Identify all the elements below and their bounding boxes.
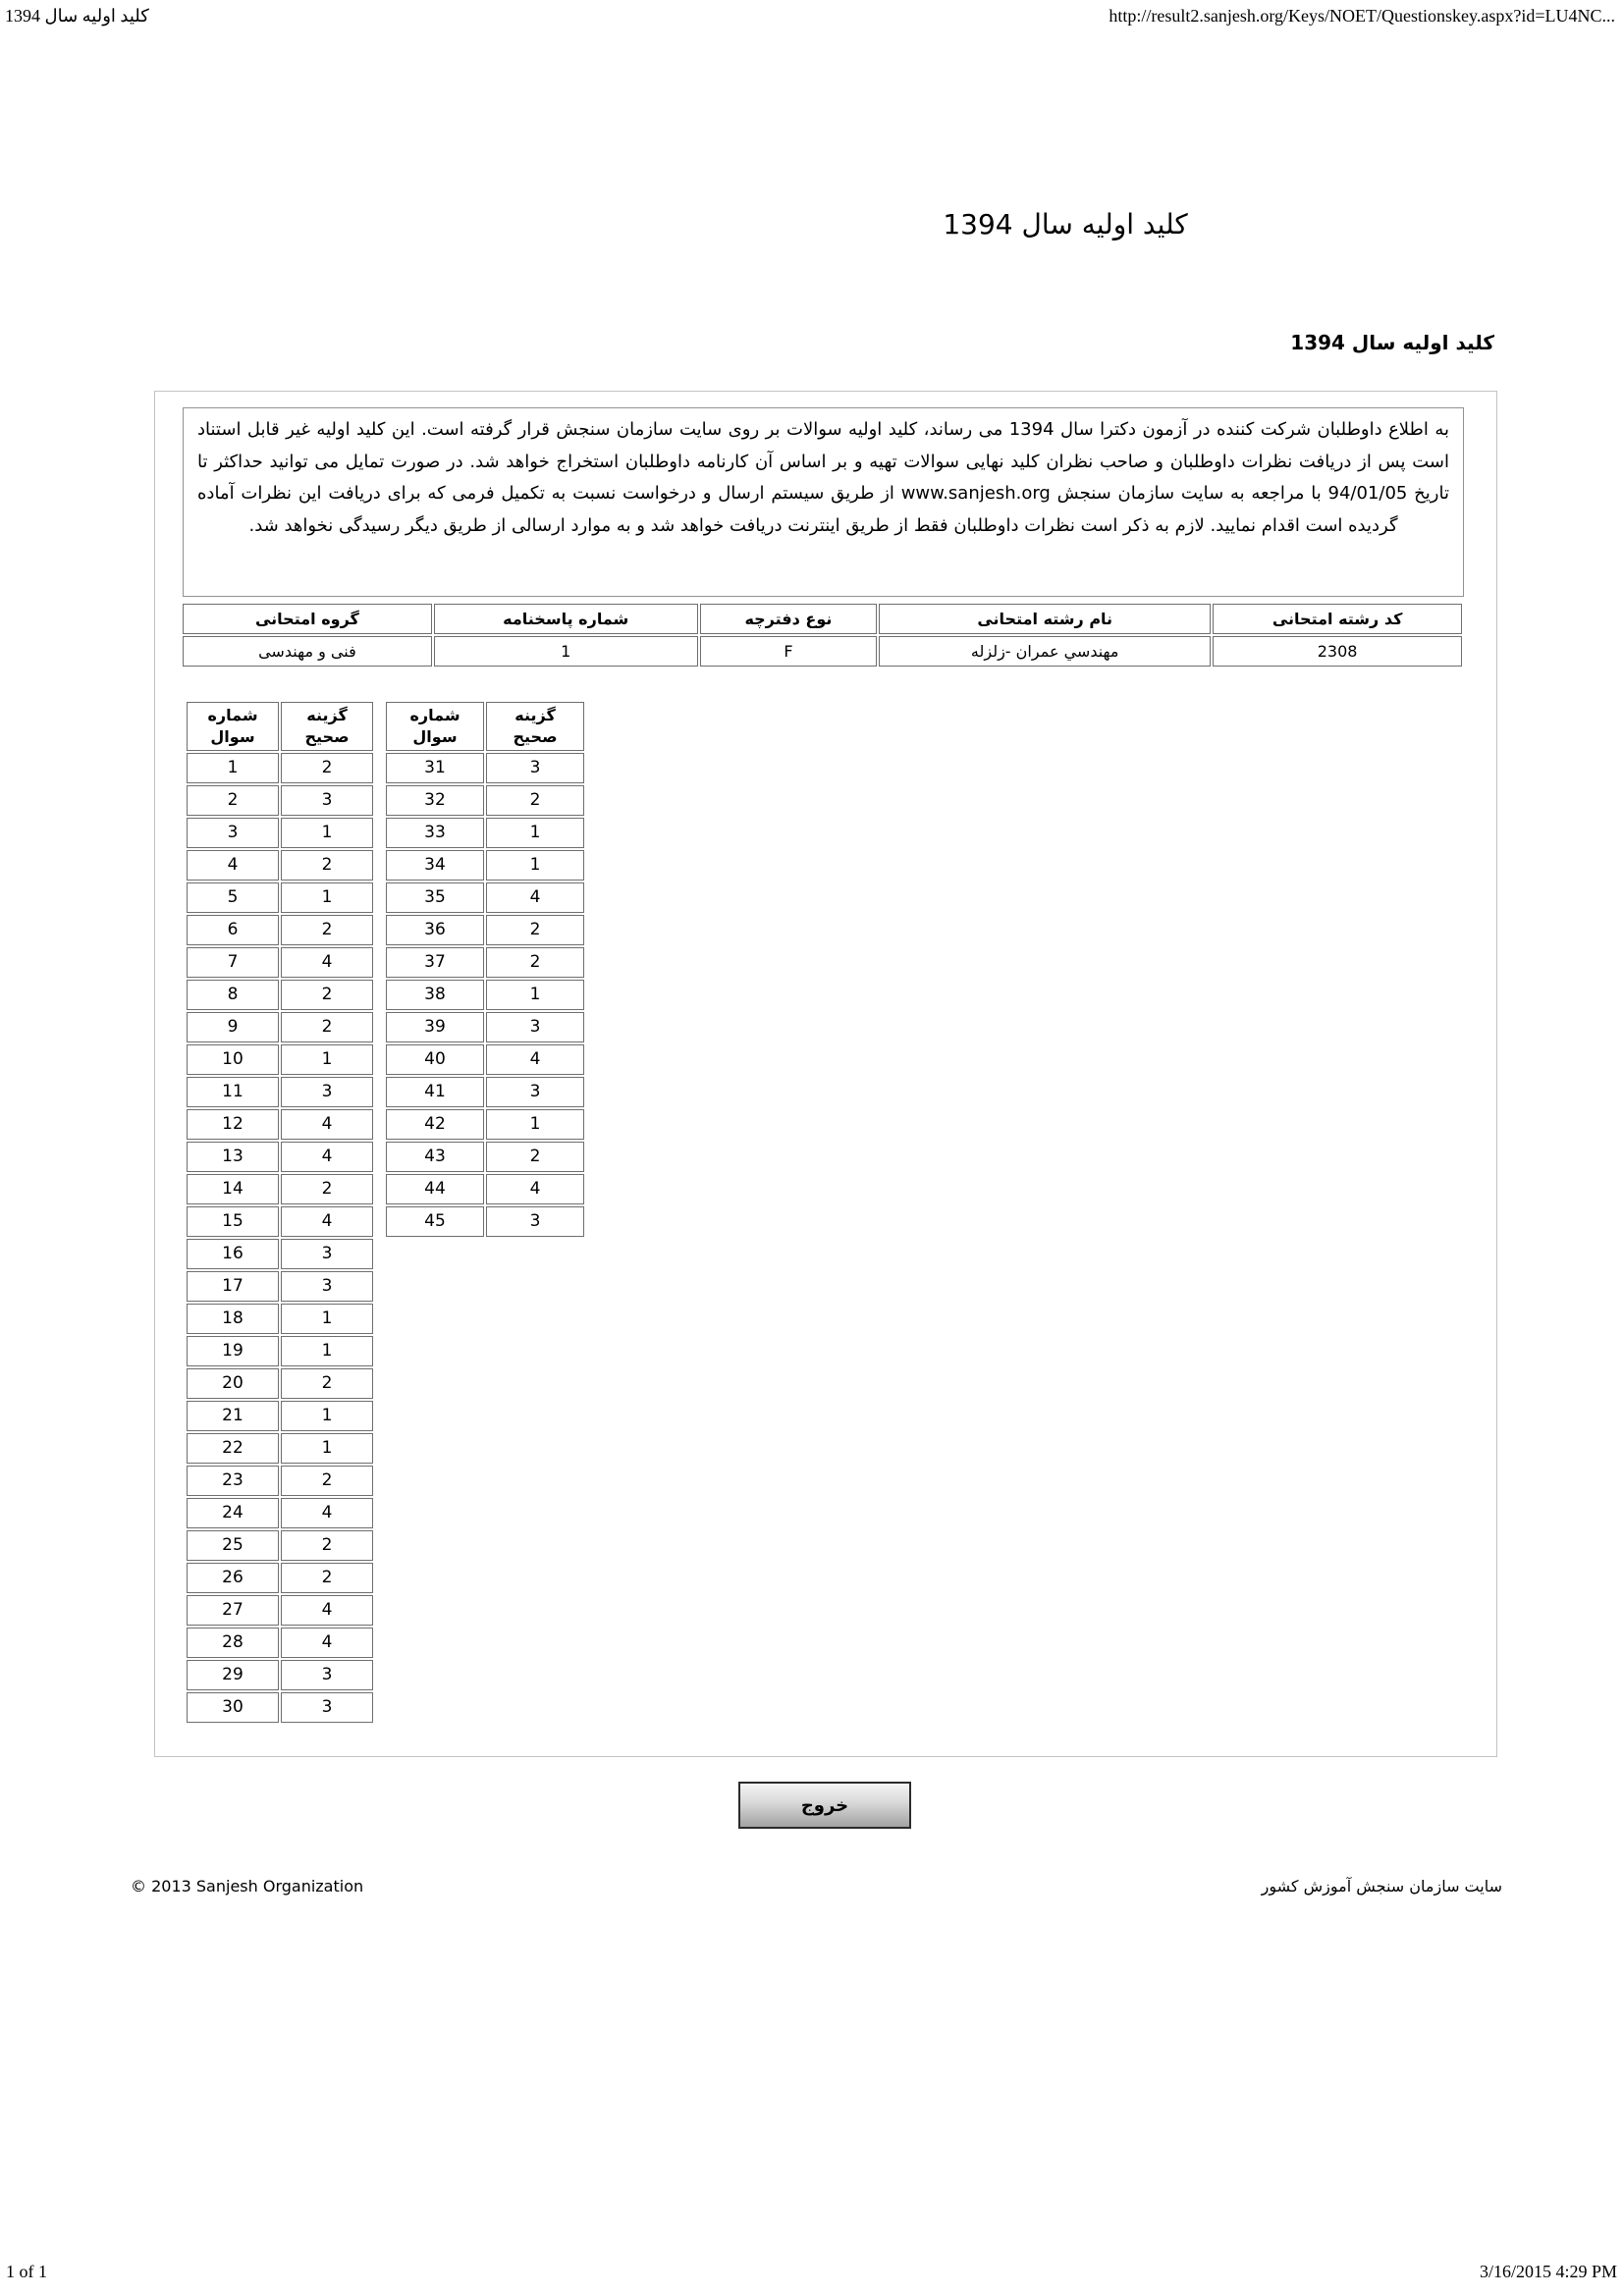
exam-info-header-row bbox=[183, 604, 1462, 634]
column-header: کد رشته امتحانی bbox=[1213, 604, 1462, 634]
table-cell: 2 bbox=[281, 1012, 373, 1042]
column-header: شماره سوال bbox=[386, 702, 484, 751]
table-cell: 4 bbox=[486, 1044, 584, 1075]
table-row bbox=[386, 1206, 584, 1237]
table-cell: 3 bbox=[486, 1077, 584, 1107]
site-name-text: سایت سازمان سنجش آموزش کشور bbox=[1261, 1877, 1502, 1896]
table-row bbox=[386, 980, 584, 1010]
print-timestamp: 3/16/2015 4:29 PM bbox=[1479, 2262, 1617, 2281]
table-cell: 17 bbox=[187, 1271, 279, 1302]
table-row bbox=[187, 1530, 373, 1561]
table-cell: 2308 bbox=[1213, 636, 1462, 667]
table-row bbox=[187, 882, 373, 913]
table-cell: فنی و مهندسی bbox=[183, 636, 432, 667]
table-cell: 15 bbox=[187, 1206, 279, 1237]
table-row bbox=[386, 753, 584, 783]
table-row bbox=[187, 1660, 373, 1690]
page-title: کلید اولیه سال 1394 bbox=[943, 208, 1188, 240]
table-row bbox=[187, 1466, 373, 1496]
table-cell: 11 bbox=[187, 1077, 279, 1107]
table-cell: 18 bbox=[187, 1304, 279, 1334]
table-row bbox=[187, 1206, 373, 1237]
table-row bbox=[187, 1239, 373, 1269]
table-cell: 45 bbox=[386, 1206, 484, 1237]
table-cell: 1 bbox=[486, 980, 584, 1010]
table-cell: 4 bbox=[281, 1109, 373, 1140]
column-header: نوع دفترچه bbox=[700, 604, 878, 634]
table-cell: 41 bbox=[386, 1077, 484, 1107]
table-row bbox=[187, 1433, 373, 1464]
table-cell: 29 bbox=[187, 1660, 279, 1690]
table-cell: 25 bbox=[187, 1530, 279, 1561]
exit-button[interactable]: خروج bbox=[738, 1782, 911, 1829]
table-cell: 2 bbox=[281, 753, 373, 783]
exam-info-table bbox=[181, 602, 1464, 668]
table-cell: 19 bbox=[187, 1336, 279, 1366]
table-cell: 2 bbox=[281, 1368, 373, 1399]
answer-key-1-header bbox=[187, 702, 373, 751]
table-cell: مهندسي عمران -زلزله bbox=[879, 636, 1211, 667]
table-cell: 21 bbox=[187, 1401, 279, 1431]
table-cell: 3 bbox=[281, 785, 373, 816]
table-row bbox=[187, 1692, 373, 1723]
table-cell: 24 bbox=[187, 1498, 279, 1528]
table-cell: 7 bbox=[187, 947, 279, 978]
table-row bbox=[386, 915, 584, 945]
table-cell: 30 bbox=[187, 1692, 279, 1723]
table-cell: 39 bbox=[386, 1012, 484, 1042]
table-cell: 27 bbox=[187, 1595, 279, 1626]
table-cell: 2 bbox=[281, 1466, 373, 1496]
table-cell: 2 bbox=[281, 1174, 373, 1204]
table-cell: 5 bbox=[187, 882, 279, 913]
table-row bbox=[187, 1142, 373, 1172]
table-cell: 1 bbox=[281, 818, 373, 848]
table-cell: 3 bbox=[486, 1206, 584, 1237]
table-cell: 33 bbox=[386, 818, 484, 848]
table-row bbox=[386, 1142, 584, 1172]
table-row bbox=[386, 1109, 584, 1140]
table-cell: 4 bbox=[281, 947, 373, 978]
table-row bbox=[187, 1498, 373, 1528]
table-row bbox=[386, 1012, 584, 1042]
table-cell: 1 bbox=[486, 850, 584, 881]
answer-key-1-body bbox=[187, 753, 373, 1723]
table-cell: 14 bbox=[187, 1174, 279, 1204]
table-cell: 1 bbox=[187, 753, 279, 783]
print-header-title: کلید اولیه سال 1394 bbox=[5, 6, 149, 26]
table-cell: 1 bbox=[281, 882, 373, 913]
column-header: گزینه صحیح bbox=[281, 702, 373, 751]
table-row bbox=[187, 1336, 373, 1366]
table-cell: 34 bbox=[386, 850, 484, 881]
table-cell: 20 bbox=[187, 1368, 279, 1399]
table-cell: 3 bbox=[281, 1239, 373, 1269]
table-cell: 23 bbox=[187, 1466, 279, 1496]
table-cell: 1 bbox=[281, 1336, 373, 1366]
table-cell: 2 bbox=[486, 785, 584, 816]
table-row bbox=[187, 1044, 373, 1075]
answer-key-table-1 bbox=[185, 700, 375, 1725]
table-cell: 35 bbox=[386, 882, 484, 913]
exam-info-body bbox=[183, 636, 1462, 667]
table-cell: 44 bbox=[386, 1174, 484, 1204]
table-row bbox=[386, 850, 584, 881]
column-header: گروه امتحانی bbox=[183, 604, 432, 634]
table-cell: 43 bbox=[386, 1142, 484, 1172]
table-row bbox=[187, 1271, 373, 1302]
print-header-url: http://result2.sanjesh.org/Keys/NOET/Questionskey.aspx?id=LU4NC... bbox=[1109, 6, 1615, 26]
table-row bbox=[386, 882, 584, 913]
table-row bbox=[386, 1174, 584, 1204]
table-cell: 12 bbox=[187, 1109, 279, 1140]
table-cell: 6 bbox=[187, 915, 279, 945]
table-cell: 1 bbox=[434, 636, 698, 667]
table-row bbox=[386, 818, 584, 848]
table-row bbox=[187, 947, 373, 978]
table-row bbox=[187, 980, 373, 1010]
exam-info-header bbox=[183, 604, 1462, 634]
table-row bbox=[187, 1595, 373, 1626]
table-cell: 28 bbox=[187, 1628, 279, 1658]
table-cell: 9 bbox=[187, 1012, 279, 1042]
table-cell: 2 bbox=[281, 980, 373, 1010]
column-header: گزینه صحیح bbox=[486, 702, 584, 751]
copyright-text: © 2013 Sanjesh Organization bbox=[131, 1877, 364, 1896]
table-cell: 2 bbox=[187, 785, 279, 816]
table-cell: 4 bbox=[486, 882, 584, 913]
table-row bbox=[187, 1304, 373, 1334]
table-row bbox=[187, 1628, 373, 1658]
table-cell: 8 bbox=[187, 980, 279, 1010]
table-row bbox=[386, 785, 584, 816]
table-cell: 26 bbox=[187, 1563, 279, 1593]
table-cell: 1 bbox=[281, 1401, 373, 1431]
table-row bbox=[386, 1077, 584, 1107]
table-cell: 16 bbox=[187, 1239, 279, 1269]
table-cell: 1 bbox=[281, 1433, 373, 1464]
table-cell: 3 bbox=[281, 1271, 373, 1302]
table-row bbox=[183, 636, 1462, 667]
table-row bbox=[187, 1368, 373, 1399]
table-cell: 2 bbox=[486, 1142, 584, 1172]
table-cell: 3 bbox=[281, 1660, 373, 1690]
table-row bbox=[187, 1077, 373, 1107]
table-cell: 1 bbox=[281, 1044, 373, 1075]
notice-paragraph: به اطلاع داوطلبان شرکت کننده در آزمون دکترا سال 1394 می رساند، کلید اولیه سوالات بر روی سایت سازمان سنجش قرار گرفته است. این کلید اولیه غیر قابل استناد است پس از دریافت نظرات داوطلبان و صاحب نظران کلید نهایی سوالات تهیه و بر اساس آن کارنامه داوطلبان استخراج خواهد شد. در صورت تمایل می توانید حداکثر تا تاریخ 94/01/05 با مراجعه به سایت سازمان سنجش www.sanjesh.org از طریق سیستم ارسال و درخواست نسبت به تکمیل فرمی که برای دریافت این نظرات آماده گردیده است اقدام نمایید. لازم به ذکر است نظرات داوطلبان فقط از طریق اینترنت دریافت خواهد شد و به موارد ارسالی از طریق دیگر رسیدگی نخواهد شد. bbox=[183, 407, 1464, 597]
table-cell: 1 bbox=[486, 1109, 584, 1140]
table-cell: 3 bbox=[486, 1012, 584, 1042]
table-row bbox=[187, 753, 373, 783]
table-cell: 10 bbox=[187, 1044, 279, 1075]
table-cell: 2 bbox=[281, 915, 373, 945]
column-header: شماره سوال bbox=[187, 702, 279, 751]
table-row bbox=[386, 947, 584, 978]
table-row bbox=[187, 1563, 373, 1593]
table-cell: 1 bbox=[281, 1304, 373, 1334]
table-row bbox=[187, 785, 373, 816]
table-cell: 4 bbox=[281, 1595, 373, 1626]
table-cell: 1 bbox=[486, 818, 584, 848]
answer-key-2-header bbox=[386, 702, 584, 751]
table-cell: 2 bbox=[281, 1530, 373, 1561]
table-cell: 4 bbox=[281, 1628, 373, 1658]
table-cell: 13 bbox=[187, 1142, 279, 1172]
page-number: 1 of 1 bbox=[6, 2262, 47, 2281]
table-cell: 32 bbox=[386, 785, 484, 816]
table-cell: F bbox=[700, 636, 878, 667]
column-header: نام رشته امتحانی bbox=[879, 604, 1211, 634]
table-cell: 36 bbox=[386, 915, 484, 945]
table-cell: 3 bbox=[281, 1692, 373, 1723]
table-cell: 4 bbox=[486, 1174, 584, 1204]
table-cell: 4 bbox=[187, 850, 279, 881]
section-subtitle: کلید اولیه سال 1394 bbox=[1290, 331, 1494, 354]
table-cell: 42 bbox=[386, 1109, 484, 1140]
table-cell: 3 bbox=[187, 818, 279, 848]
answer-key-table-2 bbox=[384, 700, 586, 1239]
table-cell: 2 bbox=[486, 947, 584, 978]
answer-key-2-body bbox=[386, 753, 584, 1237]
table-cell: 2 bbox=[281, 1563, 373, 1593]
table-cell: 2 bbox=[281, 850, 373, 881]
table-cell: 22 bbox=[187, 1433, 279, 1464]
table-row bbox=[187, 1174, 373, 1204]
table-row bbox=[187, 1012, 373, 1042]
table-cell: 2 bbox=[486, 915, 584, 945]
table-cell: 4 bbox=[281, 1142, 373, 1172]
table-row bbox=[187, 818, 373, 848]
answer-key-2-header-row bbox=[386, 702, 584, 751]
table-cell: 37 bbox=[386, 947, 484, 978]
table-row bbox=[187, 1401, 373, 1431]
table-row bbox=[187, 1109, 373, 1140]
table-cell: 31 bbox=[386, 753, 484, 783]
content-panel bbox=[154, 391, 1497, 1757]
table-cell: 3 bbox=[281, 1077, 373, 1107]
answer-key-1-header-row bbox=[187, 702, 373, 751]
table-cell: 4 bbox=[281, 1498, 373, 1528]
table-cell: 4 bbox=[281, 1206, 373, 1237]
table-row bbox=[386, 1044, 584, 1075]
table-cell: 40 bbox=[386, 1044, 484, 1075]
table-row bbox=[187, 850, 373, 881]
table-cell: 3 bbox=[486, 753, 584, 783]
table-cell: 38 bbox=[386, 980, 484, 1010]
column-header: شماره پاسخنامه bbox=[434, 604, 698, 634]
table-row bbox=[187, 915, 373, 945]
